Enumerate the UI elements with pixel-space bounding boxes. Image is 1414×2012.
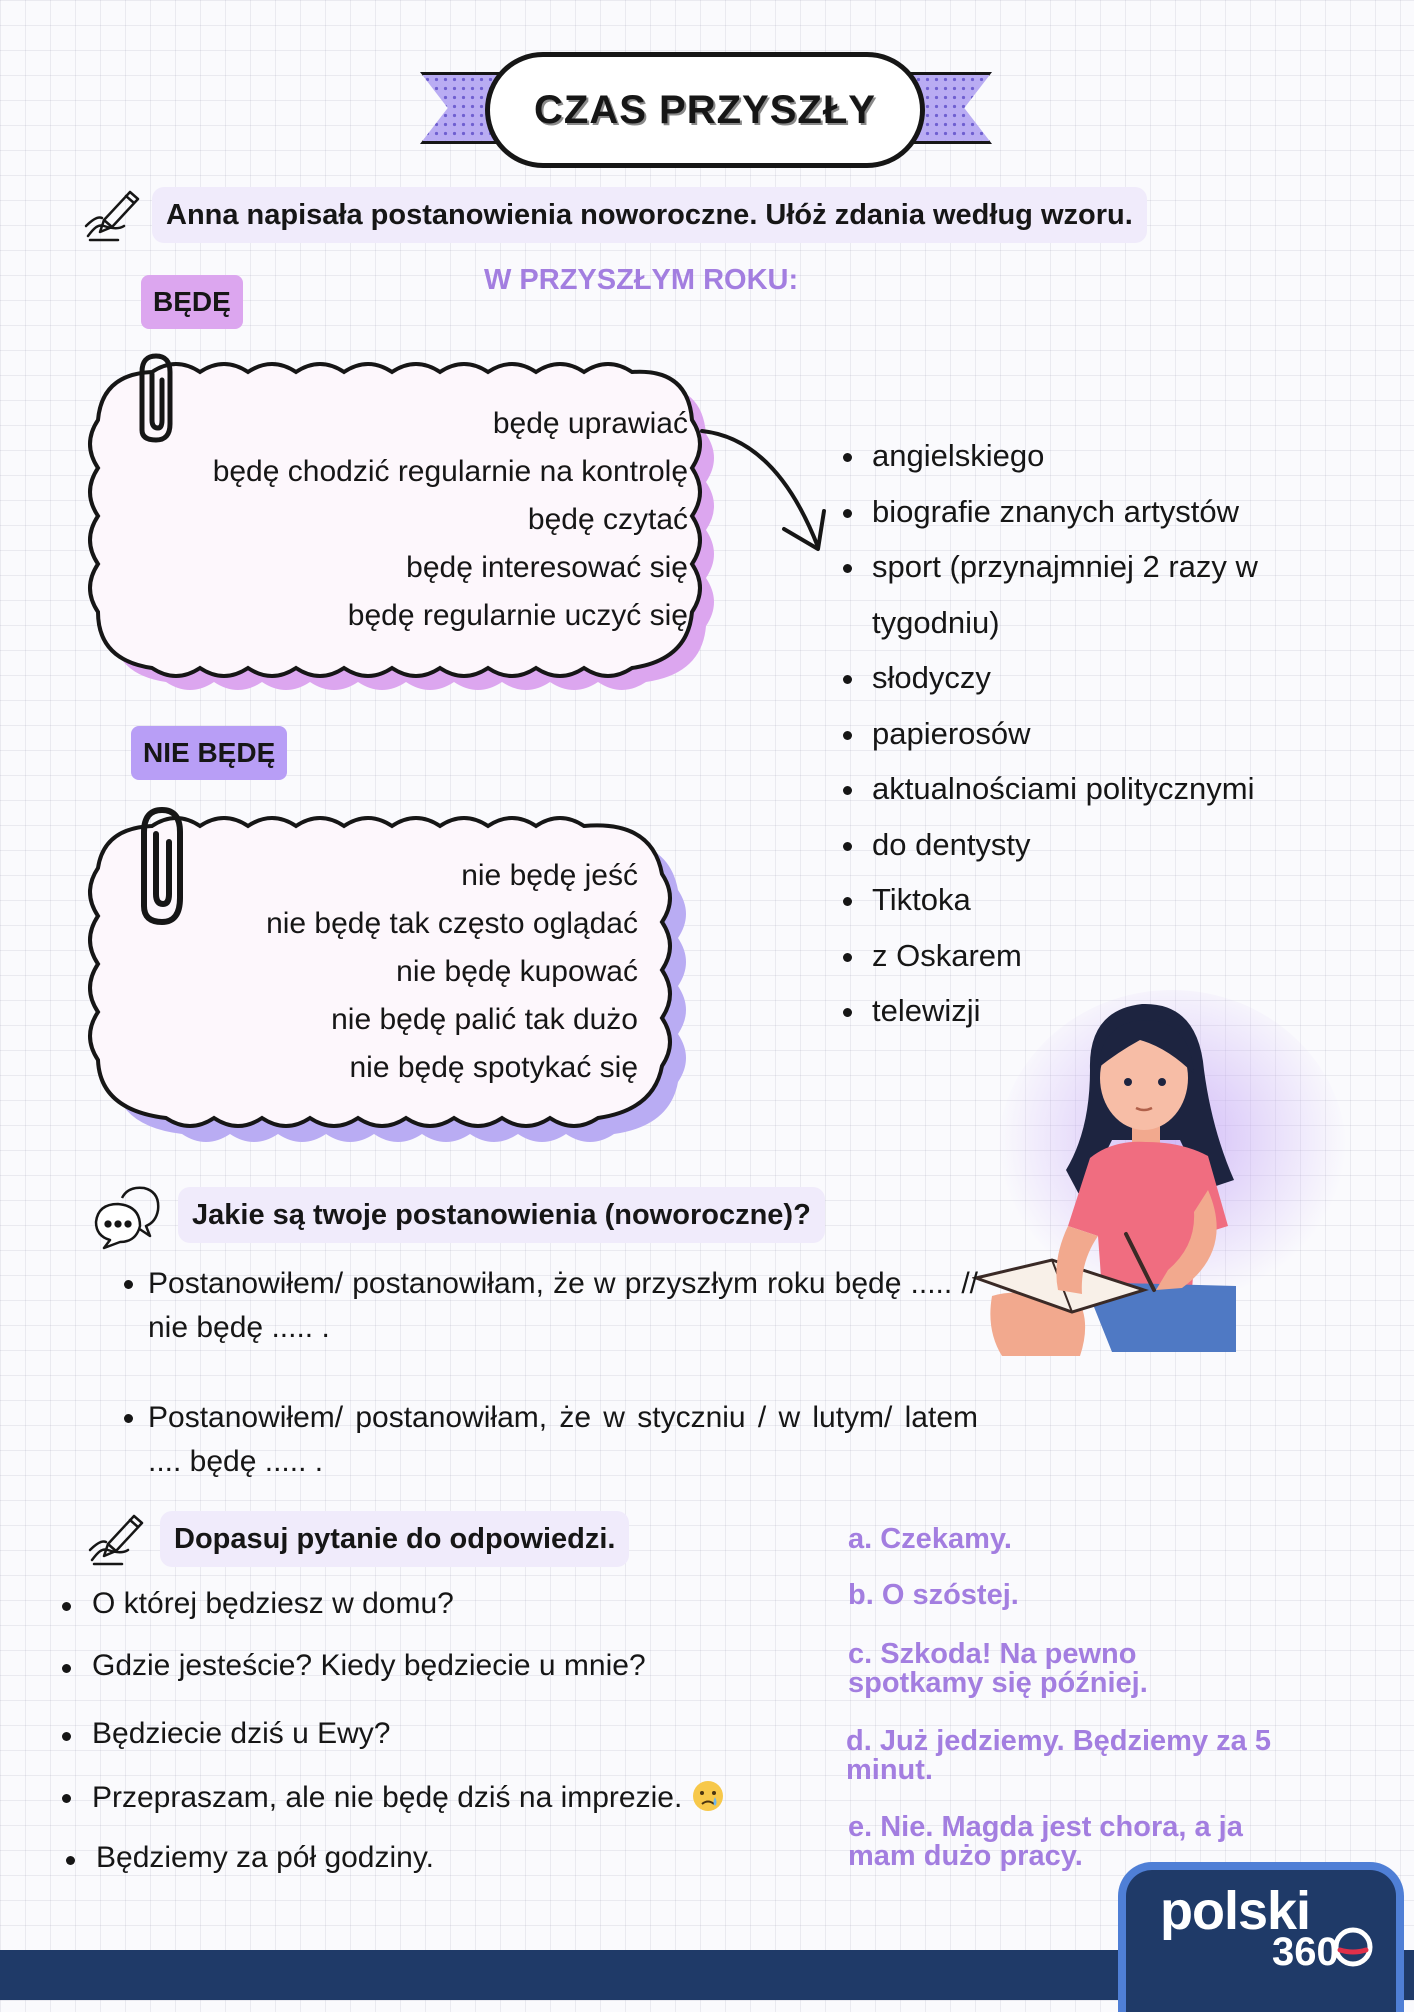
list-item: • Postanowiłem/ postanowiłam, że w przyszłym roku będę ..... // nie będę ..... . (148, 1262, 978, 1350)
brand-number: 360 (1272, 1930, 1339, 1974)
tag-nie-bede: NIE BĘDĘ (131, 726, 287, 780)
girl-writing-illustration (972, 990, 1352, 1375)
question-item: Będziemy za pół godziny. (96, 1841, 434, 1874)
question-text: Przepraszam, ale nie będę dziś na imprezie. (92, 1781, 683, 1814)
answer-item: a. Czekamy. (848, 1523, 1012, 1555)
next-year-heading: W PRZYSZŁYM ROKU: (484, 264, 799, 296)
negative-line: nie będę jeść (461, 859, 638, 892)
title-banner (420, 50, 992, 170)
positive-line: będę uprawiać (492, 407, 688, 440)
negative-line: nie będę palić tak dużo (331, 1003, 638, 1036)
list-item: • z Oskarem (868, 928, 1388, 984)
question-item: O której będziesz w domu? (92, 1587, 454, 1620)
resolution-list (112, 1262, 978, 1350)
list-item: • biografie znanych artystów (868, 484, 1388, 540)
question-item: Będziecie dziś u Ewy? (92, 1717, 391, 1750)
curved-arrow-icon (700, 425, 830, 565)
positive-line: będę interesować się (406, 551, 688, 584)
list-item: • do dentysty (868, 817, 1388, 873)
exercise3-instruction: Dopasuj pytanie do odpowiedzi. (160, 1511, 629, 1567)
resolution-list (112, 1396, 978, 1484)
question-item (92, 1779, 725, 1821)
positive-line: będę czytać (527, 503, 688, 536)
brand-name: polski (1160, 1881, 1311, 1941)
paperclip-icon (128, 350, 180, 451)
negative-line: nie będę tak często oglądać (266, 907, 638, 940)
positive-line: będę regularnie uczyć się (347, 599, 688, 632)
question-item: Gdzie jesteście? Kiedy będziecie u mnie? (92, 1649, 646, 1682)
list-item: • aktualnościami politycznymi (868, 761, 1388, 817)
list-item: • angielskiego (868, 428, 1388, 484)
answer-item: e. Nie. Magda jest chora, a ja mam dużo pracy. (848, 1811, 1243, 1872)
sad-face-emoji-icon (691, 1779, 725, 1821)
list-item: • sport (przynajmniej 2 razy w tygodniu) (868, 539, 1388, 650)
paperclip-icon (128, 802, 192, 935)
negative-lines (266, 852, 638, 1092)
answer-item: b. O szóstej. (848, 1579, 1019, 1611)
positive-lines (213, 400, 688, 640)
list-item: • Postanowiłem/ postanowiłam, że w styczniu / w lutym/ latem .... będę ..... . (148, 1396, 978, 1484)
exercise2-question: Jakie są twoje postanowienia (noworoczne)? (178, 1187, 825, 1243)
answer-item: c. Szkoda! Na pewno spotkamy się później. (848, 1638, 1148, 1699)
positive-cloud-box (92, 360, 752, 696)
logo-ring-icon (1330, 1924, 1376, 1975)
negative-line: nie będę kupować (396, 955, 638, 988)
positive-line: będę chodzić regularnie na kontrolę (212, 455, 688, 488)
pencil-hand-icon (88, 1510, 148, 1571)
tag-bede: BĘDĘ (141, 275, 243, 329)
answer-item: d. Już jedziemy. Będziemy za 5 minut. (846, 1725, 1271, 1786)
negative-line: nie będę spotykać się (349, 1051, 638, 1084)
list-item: • słodyczy (868, 650, 1388, 706)
speech-bubbles-icon (92, 1184, 162, 1255)
list-item: • telewizji (868, 983, 1388, 1039)
list-item: • Tiktoka (868, 872, 1388, 928)
page-title: CZAS PRZYSZŁY (485, 52, 925, 168)
list-item: • papierosów (868, 706, 1388, 762)
word-list (838, 428, 1388, 1039)
exercise1-instruction: Anna napisała postanowienia noworoczne. Ułóż zdania według wzoru. (152, 187, 1147, 243)
pencil-hand-icon (84, 186, 144, 247)
